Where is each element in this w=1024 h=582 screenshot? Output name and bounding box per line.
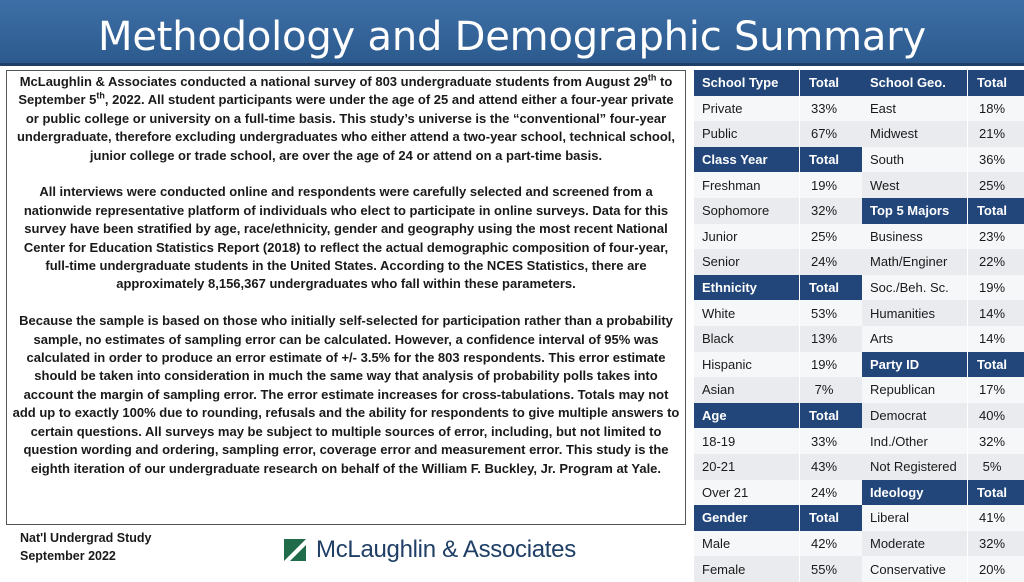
table-row bbox=[862, 147, 1024, 173]
row-label: Arts bbox=[862, 326, 968, 352]
table-row bbox=[862, 531, 1024, 557]
company-logo bbox=[284, 536, 576, 564]
row-value: 53% bbox=[810, 305, 838, 321]
row-label: Math/Enginer bbox=[862, 249, 968, 275]
row-value: 20% bbox=[978, 561, 1006, 577]
row-label: East bbox=[862, 96, 968, 122]
table-section-header bbox=[862, 480, 1024, 506]
row-label: Asian bbox=[694, 377, 800, 403]
table-row bbox=[862, 505, 1024, 531]
row-value: 19% bbox=[810, 356, 838, 372]
row-label: South bbox=[862, 147, 968, 173]
row-value: 14% bbox=[978, 331, 1006, 347]
table-row bbox=[862, 326, 1024, 352]
row-label: Business bbox=[862, 224, 968, 250]
row-value: 5% bbox=[982, 459, 1002, 475]
row-label: Black bbox=[694, 326, 800, 352]
row-label: 18-19 bbox=[694, 428, 800, 454]
p1-part-c: , 2022. All student participants were under the age of 25 and attend either a four-year private or public college or university on a full-time basis. This study’s universe is the “conventional” four-year undergraduate, therefore excluding undergraduates who either attend a two-year school, technical school, junior college or trade school, are over the age of 24 or attend on a part-time basis. bbox=[16, 92, 676, 163]
total-header: Total bbox=[976, 203, 1008, 219]
table-row bbox=[862, 172, 1024, 198]
row-label: Moderate bbox=[862, 531, 968, 557]
p1-part-a: McLaughlin & Associates conducted a national survey of 803 undergraduate students from August 29 bbox=[19, 74, 648, 89]
table-section-header bbox=[862, 352, 1024, 378]
slide-header bbox=[0, 0, 1024, 66]
row-label: Hispanic bbox=[694, 352, 800, 378]
demographics-table-right bbox=[862, 70, 1024, 582]
section-label: School Type bbox=[694, 70, 800, 96]
table-section-header bbox=[862, 198, 1024, 224]
section-label: Gender bbox=[694, 505, 800, 531]
row-value: 41% bbox=[978, 510, 1006, 526]
row-value: 14% bbox=[978, 305, 1006, 321]
section-label: Ideology bbox=[862, 480, 968, 506]
row-label: 20-21 bbox=[694, 454, 800, 480]
methodology-paragraph-2: All interviews were conducted online and respondents were carefully selected and screened from a nationwide representative platform of individuals who elect to participate in online surveys. Data for this survey have been stratified by age, race/ethnicity, gender and geography using the most recent National Center for Education Statistics Report (2018) to reflect the actual demographic composition of four-year, full-time undergraduate students in the United States. According to the NCES Statistics, there are approximately 8,156,367 undergraduates who fall within these parameters. bbox=[23, 184, 669, 292]
table-row bbox=[862, 224, 1024, 250]
total-header: Total bbox=[808, 510, 840, 526]
row-label: Freshman bbox=[694, 172, 800, 198]
row-label: Not Registered bbox=[862, 454, 968, 480]
row-value: 18% bbox=[978, 100, 1006, 116]
total-header: Total bbox=[808, 408, 840, 424]
row-label: Male bbox=[694, 531, 800, 557]
total-header: Total bbox=[976, 484, 1008, 500]
row-label: Public bbox=[694, 121, 800, 147]
page-title: Methodology and Demographic Summary bbox=[98, 14, 926, 60]
table-row bbox=[862, 377, 1024, 403]
total-header: Total bbox=[976, 75, 1008, 91]
row-value: 24% bbox=[810, 254, 838, 270]
methodology-paragraph-1 bbox=[11, 73, 681, 165]
table-section-header bbox=[862, 70, 1024, 96]
logo-text: McLaughlin & Associates bbox=[316, 536, 576, 563]
row-label: Republican bbox=[862, 377, 968, 403]
row-label: Private bbox=[694, 96, 800, 122]
row-label: Sophomore bbox=[694, 198, 800, 224]
row-label: Humanities bbox=[862, 300, 968, 326]
study-footer bbox=[20, 529, 151, 565]
table-row bbox=[862, 300, 1024, 326]
row-value: 19% bbox=[810, 177, 838, 193]
total-header: Total bbox=[808, 280, 840, 296]
row-value: 17% bbox=[978, 382, 1006, 398]
section-label: Ethnicity bbox=[694, 275, 800, 301]
row-value: 32% bbox=[978, 433, 1006, 449]
section-label: Top 5 Majors bbox=[862, 198, 968, 224]
row-value: 32% bbox=[978, 535, 1006, 551]
p1-part-b: to September 5 bbox=[18, 74, 673, 108]
row-label: West bbox=[862, 172, 968, 198]
table-row bbox=[862, 403, 1024, 429]
section-label: School Geo. bbox=[862, 70, 968, 96]
table-row bbox=[862, 121, 1024, 147]
row-value: 40% bbox=[978, 408, 1006, 424]
row-value: 36% bbox=[978, 152, 1006, 168]
row-value: 55% bbox=[810, 561, 838, 577]
total-header: Total bbox=[808, 75, 840, 91]
row-value: 42% bbox=[810, 535, 838, 551]
row-value: 21% bbox=[978, 126, 1006, 142]
table-row bbox=[862, 454, 1024, 480]
methodology-paragraph-3: Because the sample is based on those who initially self-selected for participation rather than a probability sample, no estimates of sampling error can be calculated. However, a confidence interval of 95% was calculated in order to produce an error estimate of +/- 3.5% for the 803 respondents. This error estimate should be taken into consideration in much the same way that analysis of probability polls takes into account the margin of sampling error. The error estimate increases for cross-tabulations. Totals may not add up to exactly 100% due to rounding, refusals and the ability for respondents to give multiple answers to certain questions. All surveys may be subject to multiple sources of error, including, but not limited to question wording and ordering, sampling error, coverage error and measurement error. This study is the eighth iteration of our undergraduate research on behalf of the William F. Buckley, Jr. Program at Yale. bbox=[12, 313, 680, 476]
table-row bbox=[862, 556, 1024, 582]
table-row bbox=[862, 428, 1024, 454]
row-label: Soc./Beh. Sc. bbox=[862, 275, 968, 301]
row-label: Midwest bbox=[862, 121, 968, 147]
row-value: 22% bbox=[978, 254, 1006, 270]
methodology-text-box bbox=[6, 70, 686, 525]
row-label: Ind./Other bbox=[862, 428, 968, 454]
row-label: Conservative bbox=[862, 556, 968, 582]
row-value: 25% bbox=[810, 228, 838, 244]
row-value: 32% bbox=[810, 203, 838, 219]
row-value: 24% bbox=[810, 484, 838, 500]
row-label: Senior bbox=[694, 249, 800, 275]
table-row bbox=[862, 275, 1024, 301]
section-label: Party ID bbox=[862, 352, 968, 378]
row-value: 23% bbox=[978, 228, 1006, 244]
row-value: 19% bbox=[978, 280, 1006, 296]
study-name: Nat'l Undergrad Study bbox=[20, 531, 152, 545]
row-value: 25% bbox=[978, 177, 1006, 193]
row-value: 33% bbox=[810, 100, 838, 116]
row-value: 43% bbox=[810, 459, 838, 475]
p1-superscript-1: th bbox=[647, 72, 657, 83]
row-value: 7% bbox=[814, 382, 834, 398]
row-label: Liberal bbox=[862, 505, 968, 531]
row-label: White bbox=[694, 300, 800, 326]
row-value: 13% bbox=[810, 331, 838, 347]
row-value: 67% bbox=[810, 126, 838, 142]
logo-mark-icon bbox=[284, 539, 306, 561]
total-header: Total bbox=[808, 152, 840, 168]
row-value: 33% bbox=[810, 433, 838, 449]
row-label: Over 21 bbox=[694, 480, 800, 506]
table-row bbox=[862, 96, 1024, 122]
study-date: September 2022 bbox=[20, 549, 116, 563]
row-label: Female bbox=[694, 556, 800, 582]
row-label: Junior bbox=[694, 224, 800, 250]
section-label: Class Year bbox=[694, 147, 800, 173]
p1-superscript-2: th bbox=[96, 91, 105, 102]
row-label: Democrat bbox=[862, 403, 968, 429]
table-row bbox=[862, 249, 1024, 275]
section-label: Age bbox=[694, 403, 800, 429]
total-header: Total bbox=[976, 356, 1008, 372]
